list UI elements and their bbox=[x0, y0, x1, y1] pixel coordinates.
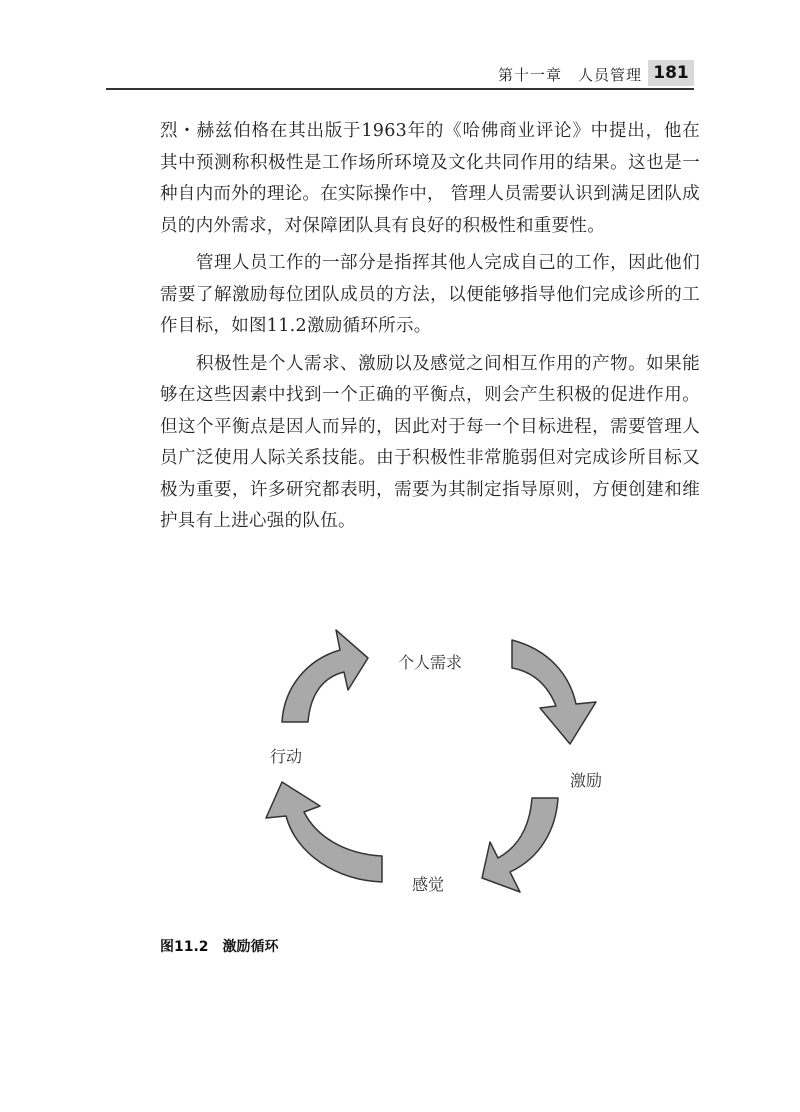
header-rule bbox=[106, 88, 694, 90]
cycle-arrow-motivation-to-feeling bbox=[482, 798, 558, 892]
motivation-cycle-figure bbox=[240, 610, 603, 910]
caption-number: 图11.2 bbox=[160, 939, 209, 955]
figure-caption bbox=[160, 936, 279, 956]
cycle-arrow-feeling-to-action bbox=[266, 782, 382, 882]
running-header bbox=[106, 62, 694, 90]
label-feeling: 感觉 bbox=[412, 875, 445, 894]
label-action: 行动 bbox=[270, 747, 303, 766]
paragraph-1: 烈・赫兹伯格在其出版于1963年的《哈佛商业评论》中提出，他在其中预测称积极性是工作场所环境及文化共同作用的结果。这也是一种自内而外的理论。在实际操作中， 管理人员需要认识到满足团队成员的内外需求，对保障团队具有良好的积极性和重要性。 bbox=[160, 121, 700, 236]
cycle-arrow-action-to-need bbox=[282, 630, 368, 722]
body-text bbox=[160, 116, 700, 544]
paragraph-2: 管理人员工作的一部分是指挥其他人完成自己的工作，因此他们需要了解激励每位团队成员的方法，以便能够指导他们完成诊所的工作目标，如图11.2激励循环所示。 bbox=[160, 253, 700, 336]
paragraph-3: 积极性是个人需求、激励以及感觉之间相互作用的产物。如果能够在这些因素中找到一个正确的平衡点，则会产生积极的促进作用。但这个平衡点是因人而异的，因此对于每一个目标进程，需要管理人员广泛使用人际关系技能。由于积极性非常脆弱但对完成诊所目标又极为重要，许多研究都表明，需要为其制定指导原则，方便创建和维护具有上进心强的队伍。 bbox=[160, 353, 700, 531]
page-number: 181 bbox=[648, 60, 694, 86]
label-motivation: 激励 bbox=[570, 771, 603, 790]
caption-title: 激励循环 bbox=[222, 939, 279, 955]
label-personal-needs: 个人需求 bbox=[398, 653, 463, 672]
cycle-arrow-need-to-motivation bbox=[512, 640, 596, 744]
chapter-title: 第十一章 人员管理 bbox=[497, 66, 642, 84]
